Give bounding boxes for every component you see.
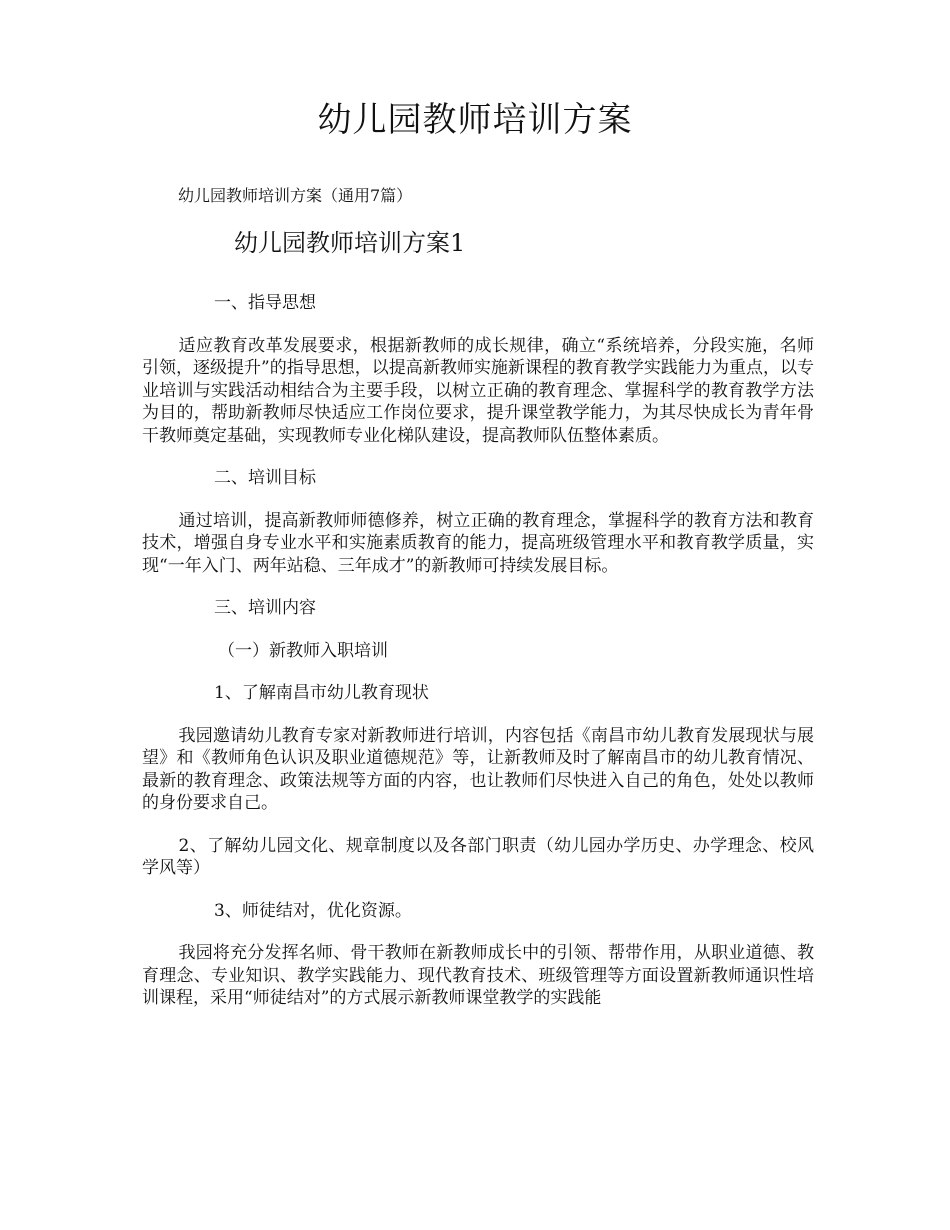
document-subtitle: 幼儿园教师培训方案（通用7篇） <box>178 186 413 205</box>
subheading-onboarding-training: （一）新教师入职培训 <box>218 640 388 661</box>
paragraph-guiding-ideology: 适应教育改革发展要求，根据新教师的成长规律，确立“系统培养，分段实施，名师引领，逐级提升”的指导思想，以提高新教师实施新课程的教育教学实践能力为重点，以专业培训与实践活动相结合为主要手段，以树立正确的教育理念、掌握科学的教育教学方法为目的，帮助新教师尽快适应工作岗位要求，提升课堂教学能力，为其尽快成长为青年骨干教师奠定基础，实现教师专业化梯队建设，提高教师队伍整体素质。 <box>142 335 814 446</box>
heading-guiding-ideology: 一、指导思想 <box>214 293 316 313</box>
heading-training-content: 三、培训内容 <box>214 598 316 618</box>
paragraph-training-goals: 通过培训，提高新教师师德修养，树立正确的教育理念，掌握科学的教育方法和教育技术，增强自身专业水平和实施素质教育的能力，提高班级管理水平和教育教学质量，实现“一年入门、两年站稳、三年成才”的新教师可持续发展目标。 <box>142 510 814 576</box>
paragraph-item-1: 我园邀请幼儿教育专家对新教师进行培训，内容包括《南昌市幼儿教育发展现状与展望》和《教师角色认识及职业道德规范》等，让新教师及时了解南昌市的幼儿教育情况、最新的教育理念、政策法规等方面的内容，也让教师们尽快进入自己的角色，处处以教师的身份要求自己。 <box>142 725 814 813</box>
item-2-heading: 2、了解幼儿园文化、规章制度以及各部门职责（幼儿园办学历史、办学理念、校风学风等） <box>142 835 814 878</box>
paragraph-item-3: 我园将充分发挥名师、骨干教师在新教师成长中的引领、帮带作用，从职业道德、教育理念、专业知识、教学实践能力、现代教育技术、班级管理等方面设置新教师通识性培训课程，采用“师徒结对”的方式展示新教师课堂教学的实践能 <box>142 943 814 1008</box>
item-1-heading: 1、了解南昌市幼儿教育现状 <box>214 683 429 703</box>
document-title: 幼儿园教师培训方案 <box>317 100 633 140</box>
document-body <box>142 292 814 1030</box>
item-3-heading: 3、师徒结对，优化资源。 <box>214 900 412 921</box>
section-title: 幼儿园教师培训方案1 <box>234 229 466 257</box>
heading-training-goals: 二、培训目标 <box>214 468 316 488</box>
